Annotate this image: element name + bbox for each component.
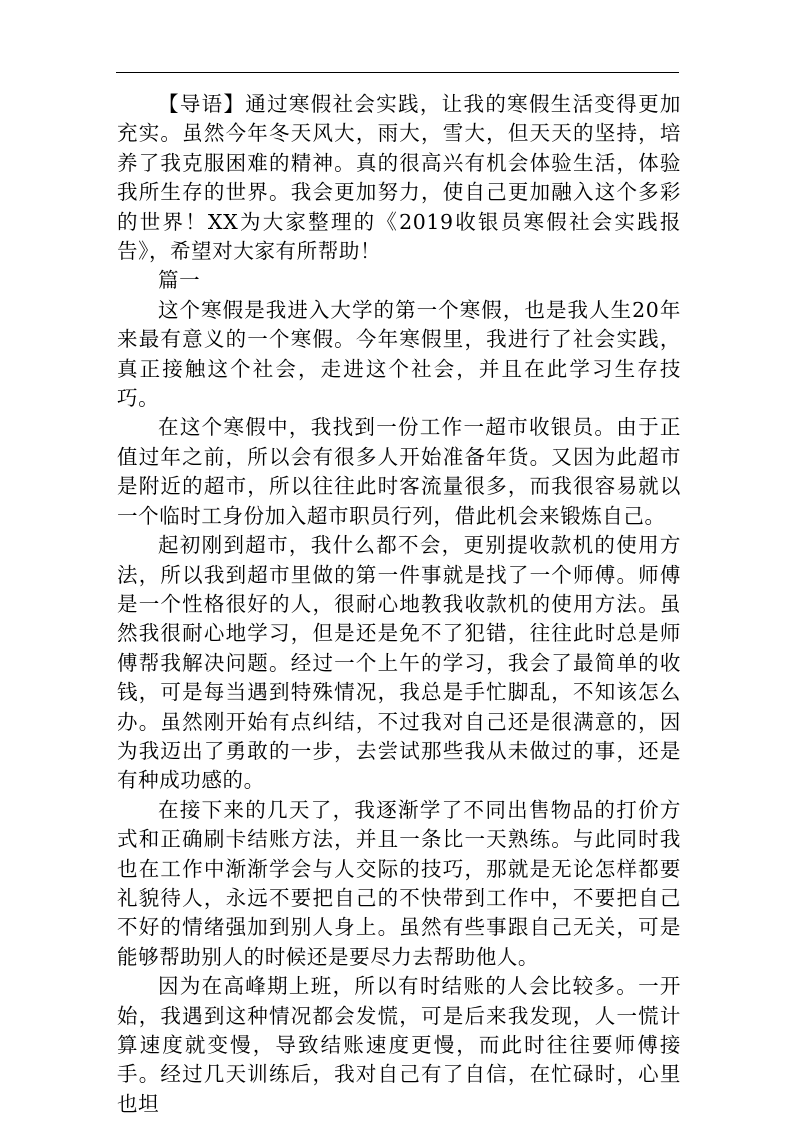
section-heading: 篇一 bbox=[158, 268, 201, 293]
document-body bbox=[117, 90, 681, 1119]
body-paragraph: 在接下来的几天了，我逐渐学了不同出售物品的打价方式和正确刷卡结账方法，并且一条比一天熟练。与此同时我也在工作中渐渐学会与人交际的技巧，那就是无论怎样都要礼貌待人，永远不要把自己的不快带到工作中，不要把自己不好的情绪强加到别人身上。虽然有些事跟自己无关，可是能够帮助别人的时候还是要尽力去帮助他人。 bbox=[117, 797, 681, 969]
header-rule bbox=[116, 72, 679, 73]
intro-paragraph: 【导语】通过寒假社会实践，让我的寒假生活变得更加充实。虽然今年冬天风大，雨大，雪大，但天天的坚持，培养了我克服困难的精神。真的很高兴有机会体验生活，体验我所生存的世界。我会更加努力，使自己更加融入这个多彩的世界！XX为大家整理的《2019收银员寒假社会实践报告》，希望对大家有所帮助！ bbox=[117, 92, 681, 264]
body-paragraph: 因为在高峰期上班，所以有时结账的人会比较多。一开始，我遇到这种情况都会发慌，可是后来我发现，人一慌计算速度就变慢，导致结账速度更慢，而此时往往要师傅接手。经过几天训练后，我对自己有了自信，在忙碌时，心里也坦 bbox=[117, 974, 681, 1116]
body-paragraph: 这个寒假是我进入大学的第一个寒假，也是我人生20年来最有意义的一个寒假。今年寒假里，我进行了社会实践，真正接触这个社会，走进这个社会，并且在此学习生存技巧。 bbox=[117, 297, 681, 411]
body-paragraph: 起初刚到超市，我什么都不会，更别提收款机的使用方法，所以我到超市里做的第一件事就是找了一个师傅。师傅是一个性格很好的人，很耐心地教我收款机的使用方法。虽然我很耐心地学习，但是还是免不了犯错，往往此时总是师傅帮我解决问题。经过一个上午的学习，我会了最简单的收钱，可是每当遇到特殊情况，我总是手忙脚乱，不知该怎么办。虽然刚开始有点纠结，不过我对自己还是很满意的，因为我迈出了勇敢的一步，去尝试那些我从未做过的事，还是有种成功感的。 bbox=[117, 533, 681, 793]
body-paragraph: 在这个寒假中，我找到一份工作一超市收银员。由于正值过年之前，所以会有很多人开始准备年货。又因为此超市是附近的超市，所以往往此时客流量很多，而我很容易就以一个临时工身份加入超市职员行列，借此机会来锻炼自己。 bbox=[117, 415, 681, 528]
